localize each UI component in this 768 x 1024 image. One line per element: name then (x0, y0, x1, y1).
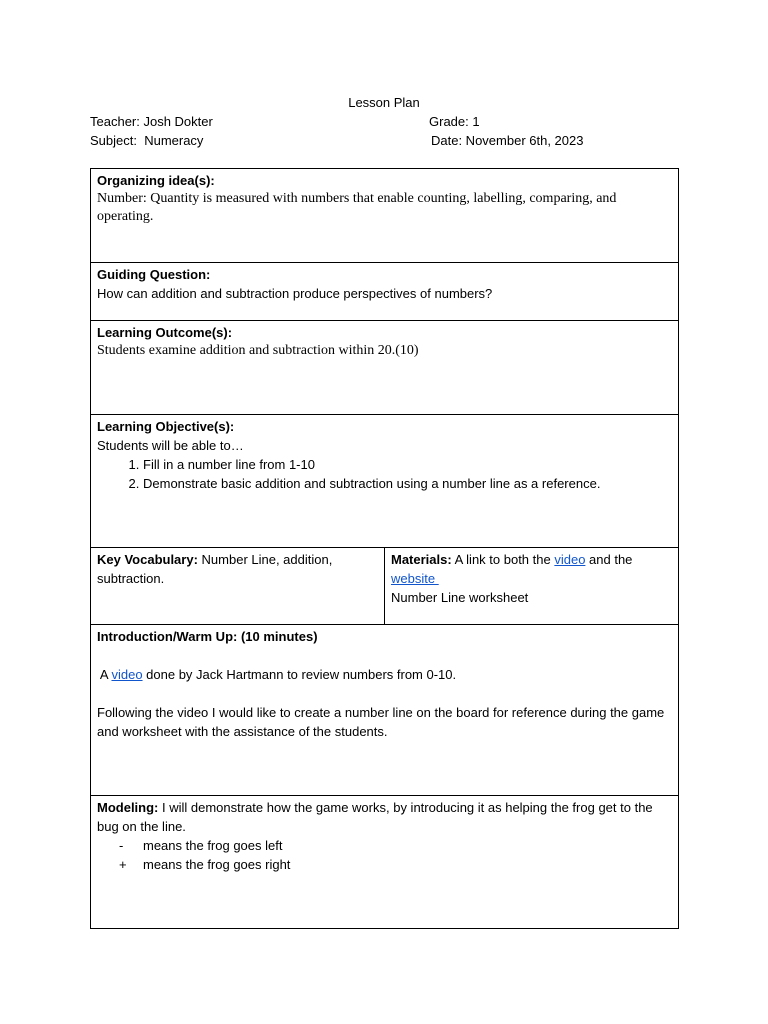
modeling-text: I will demonstrate how the game works, by introducing it as helping the frog get to the bug on the line. (97, 800, 653, 834)
objective-label: Learning Objective(s): (97, 419, 235, 434)
intro-paragraph: Following the video I would like to create a number line on the board for reference during the game and worksheet with the assistance of the students. (97, 705, 665, 739)
materials-text-1: A link to both the (451, 552, 555, 567)
organizing-label: Organizing idea(s): (97, 173, 215, 188)
materials-website-link[interactable]: website (391, 571, 439, 586)
modeling-row (91, 796, 679, 929)
outcome-label: Learning Outcome(s): (97, 325, 233, 340)
list-text: means the frog goes left (143, 838, 283, 853)
guiding-text: How can addition and subtraction produce perspectives of numbers? (97, 286, 493, 301)
vocabulary-cell (91, 548, 385, 625)
lesson-plan-table (90, 168, 679, 929)
materials-text-2: and the (585, 552, 637, 567)
materials-cell (385, 548, 679, 625)
date-label: Date: November 6th, 2023 (431, 133, 584, 148)
intro-suffix: done by Jack Hartmann to review numbers from 0-10. (142, 667, 457, 682)
organizing-cell (91, 169, 679, 263)
materials-worksheet: Number Line worksheet (391, 590, 529, 605)
objective-row (91, 415, 679, 548)
vocabulary-text: Number Line, addition, subtraction. (97, 552, 333, 586)
teacher-label: Teacher: Josh Dokter (90, 114, 213, 129)
list-marker: + (119, 857, 127, 872)
guiding-label: Guiding Question: (97, 267, 211, 282)
vocab-materials-row (91, 548, 679, 625)
intro-label: Introduction/Warm Up: (10 minutes) (97, 629, 318, 644)
intro-cell (91, 625, 679, 796)
outcome-cell (91, 321, 679, 415)
vocabulary-label: Key Vocabulary: (97, 552, 198, 567)
guiding-cell (91, 263, 679, 321)
modeling-list (97, 836, 672, 874)
organizing-text: Number: Quantity is measured with numbers that enable counting, labelling, comparing, and operating. (97, 191, 617, 224)
intro-row (91, 625, 679, 796)
guiding-row (91, 263, 679, 321)
list-item: 1. Fill in a number line from 1-10 (143, 455, 672, 474)
intro-video-link[interactable]: video (111, 667, 143, 682)
objective-intro: Students will be able to… (97, 438, 244, 453)
materials-label: Materials: (391, 552, 452, 567)
organizing-row (91, 169, 679, 263)
list-item: 2. Demonstrate basic addition and subtraction using a number line as a reference. (143, 474, 672, 493)
list-text: means the frog goes right (143, 857, 291, 872)
objective-cell (91, 415, 679, 548)
intro-prefix: A (97, 667, 112, 682)
materials-video-link[interactable]: video (554, 552, 586, 567)
subject-label: Subject: Numeracy (90, 133, 204, 148)
outcome-row (91, 321, 679, 415)
modeling-label: Modeling: (97, 800, 159, 815)
document-title: Lesson Plan (348, 95, 420, 110)
modeling-cell (91, 796, 679, 929)
list-item (97, 836, 672, 855)
grade-label: Grade: 1 (429, 114, 480, 129)
list-item (97, 855, 672, 874)
objective-list (97, 455, 672, 493)
outcome-text: Students examine addition and subtraction within 20.(10) (97, 343, 419, 358)
list-marker: - (119, 838, 124, 853)
